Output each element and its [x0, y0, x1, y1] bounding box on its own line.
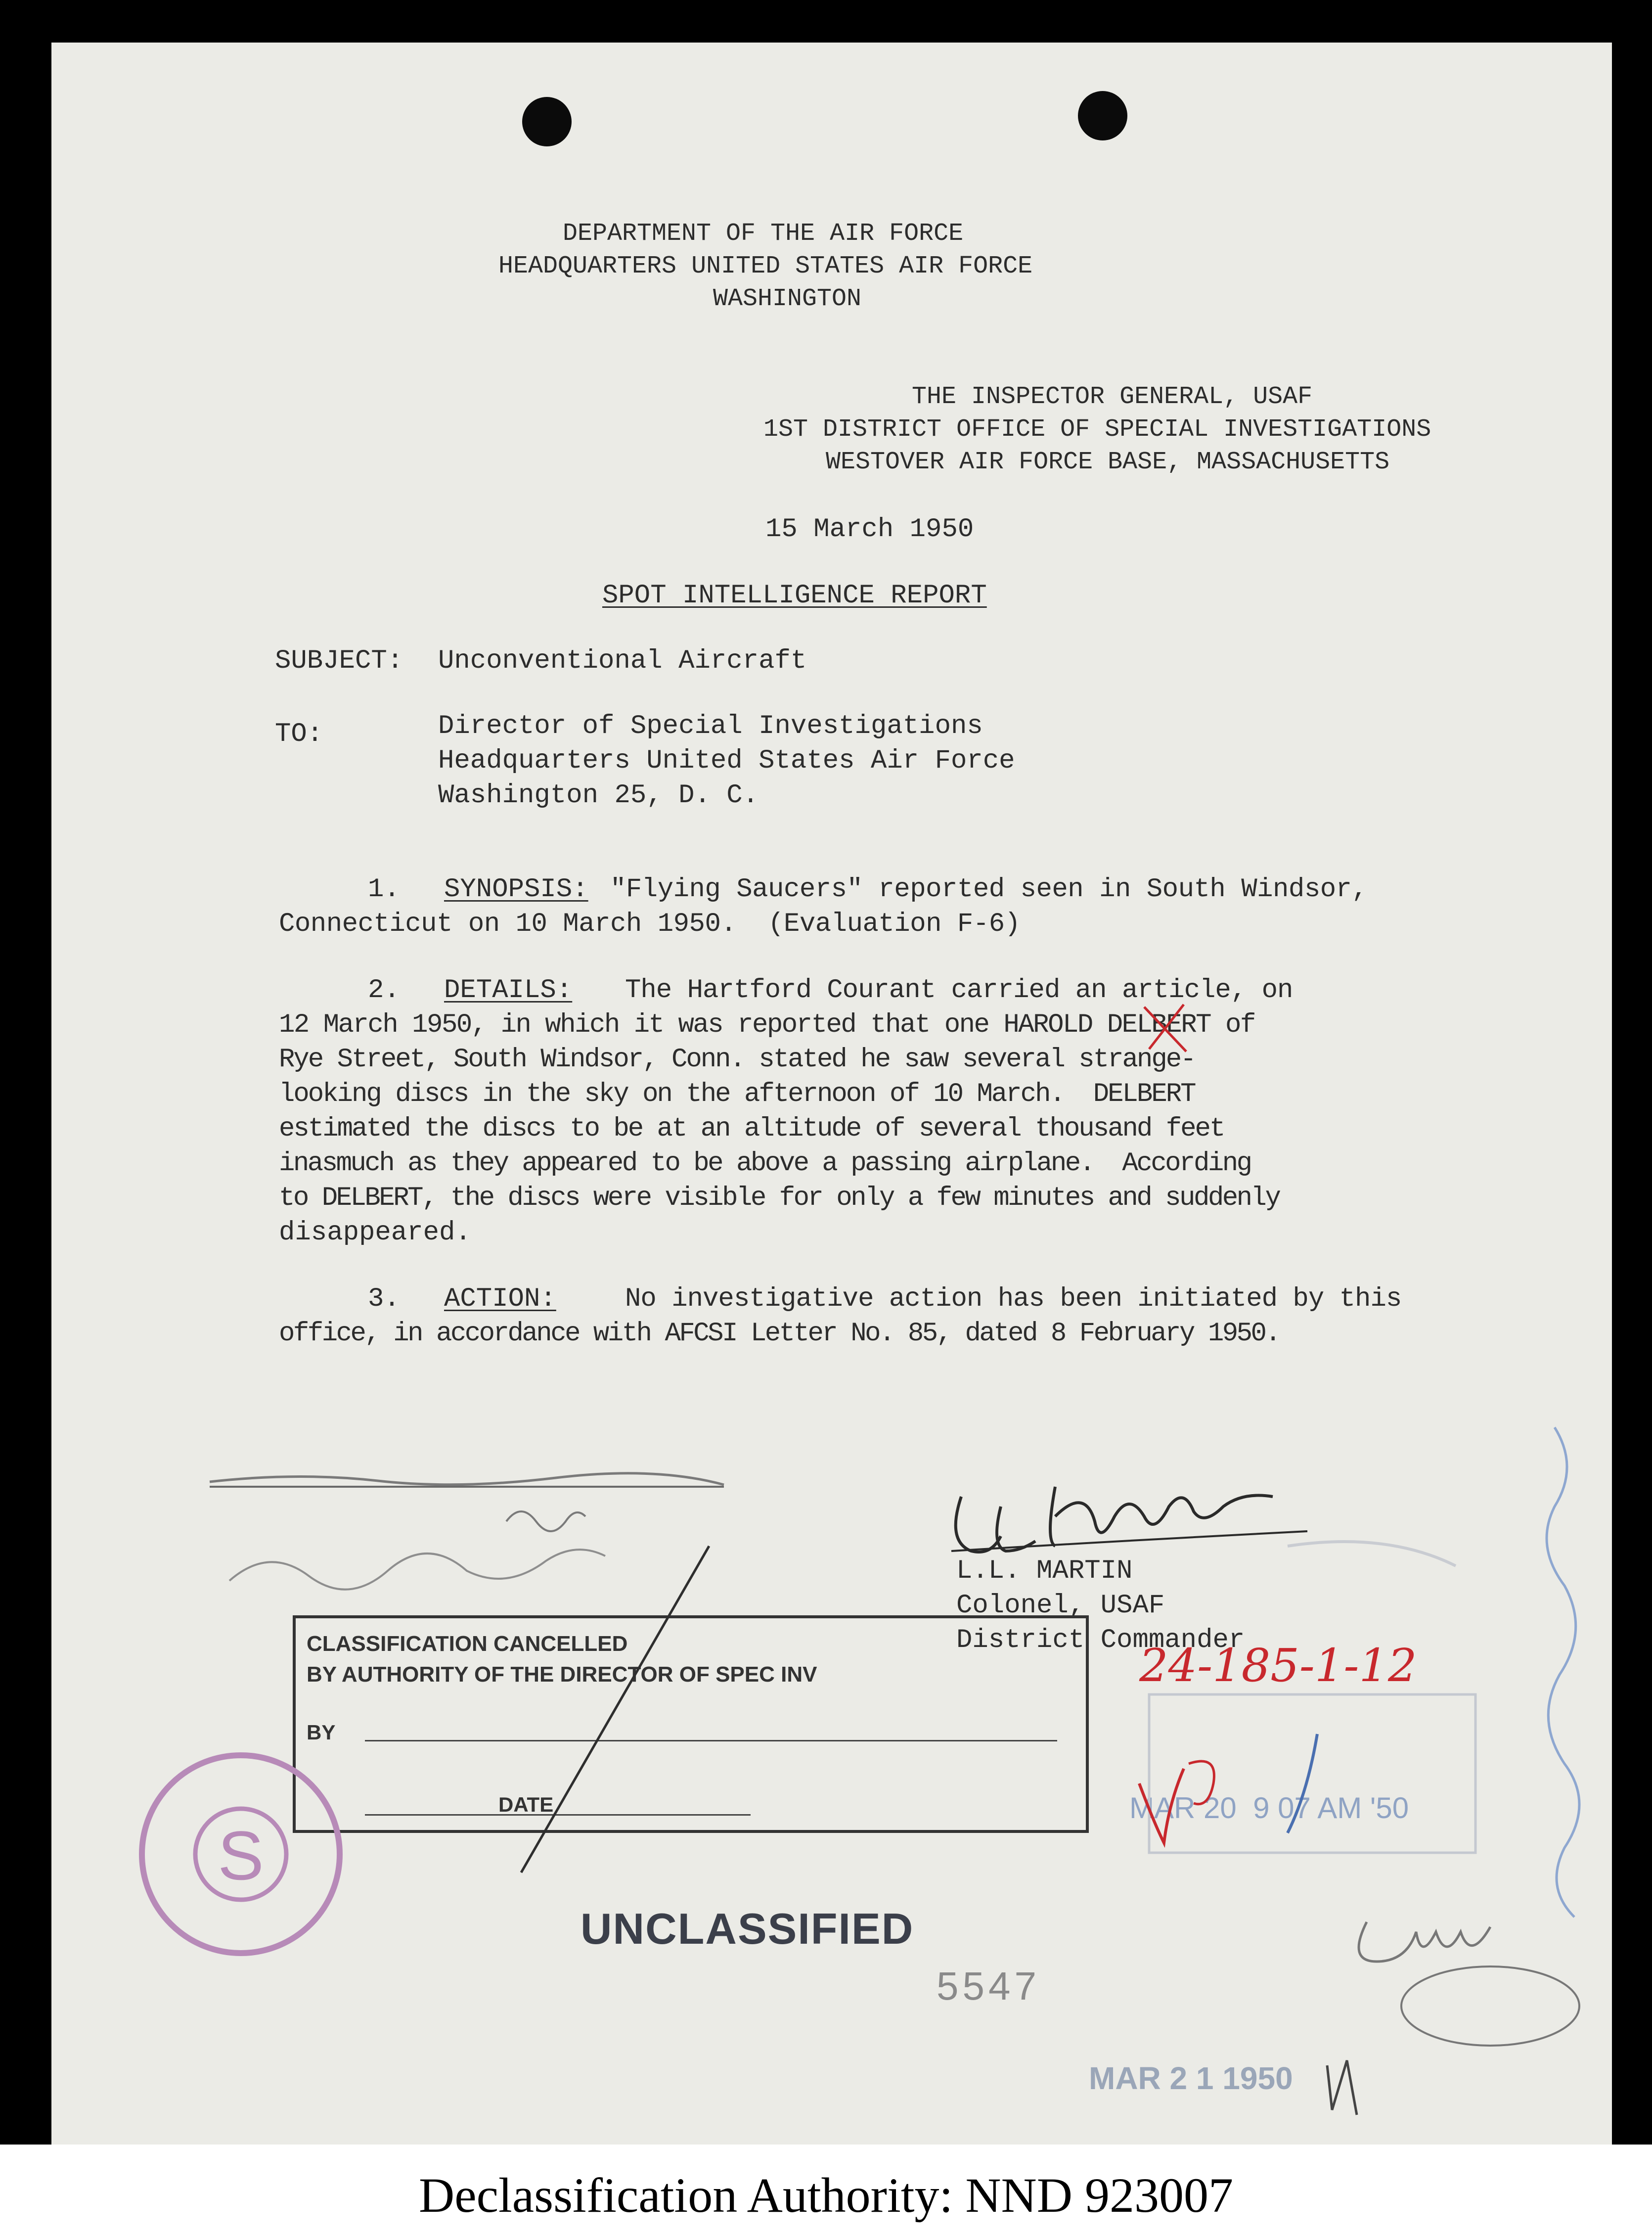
file-number: 24-185-1-12 — [1139, 1639, 1417, 1692]
to-line-3: Washington 25, D. C. — [438, 780, 759, 811]
p3-line-2: office, in accordance with AFCSI Letter No. 85, dated 8 February 1950. — [279, 1319, 1280, 1349]
footer-banner — [0, 2145, 1652, 2238]
time-received-stamp: MAR 20 9 07 AM '50 — [1129, 1791, 1409, 1825]
received-initials — [1317, 2051, 1377, 2120]
to-line-2: Headquarters United States Air Force — [438, 746, 1015, 776]
reviewer-initials — [1347, 1902, 1594, 2060]
signature-title: District Commander — [956, 1625, 1245, 1655]
initials-marks — [1129, 1724, 1347, 1873]
header-line-1: DEPARTMENT OF THE AIR FORCE — [563, 220, 964, 248]
p2-line-8: disappeared. — [279, 1218, 471, 1248]
classification-by-label: BY — [307, 1721, 336, 1744]
received-date-stamp: MAR 2 1 1950 — [1089, 2060, 1293, 2096]
classification-date-label: DATE — [498, 1793, 554, 1816]
red-check-mark — [1139, 997, 1194, 1056]
classification-line-2: BY AUTHORITY OF THE DIRECTOR OF SPEC INV — [307, 1662, 817, 1687]
p1-line-2: Connecticut on 10 March 1950. (Evaluation F-6) — [279, 909, 1021, 939]
subject-label: SUBJECT: — [275, 646, 403, 676]
report-date: 15 March 1950 — [765, 514, 974, 545]
p1-heading: SYNOPSIS: — [444, 874, 588, 905]
punch-hole-right — [1078, 91, 1127, 140]
header-line-2: HEADQUARTERS UNITED STATES AIR FORCE — [498, 252, 1033, 280]
to-line-1: Director of Special Investigations — [438, 711, 983, 741]
p2-line-2: 12 March 1950, in which it was reported that one HAROLD DELBERT of — [279, 1010, 1255, 1040]
signature-name: L.L. MARTIN — [956, 1556, 1133, 1586]
unclassified-stamp: UNCLASSIFIED — [580, 1904, 914, 1953]
p1-number: 1. — [368, 874, 400, 905]
classification-line-1: CLASSIFICATION CANCELLED — [307, 1632, 628, 1656]
p2-line-6: inasmuch as they appeared to be above a passing airplane. According — [279, 1148, 1251, 1179]
header-line-3: WASHINGTON — [713, 285, 862, 313]
p3-line-1: No investigative action has been initiated by this — [625, 1284, 1402, 1314]
p2-line-3: Rye Street, South Windsor, Conn. stated he saw several strange- — [279, 1045, 1195, 1075]
p2-line-1: The Hartford Courant carried an article, on — [625, 975, 1293, 1005]
punch-hole-left — [522, 97, 572, 146]
report-title: SPOT INTELLIGENCE REPORT — [602, 581, 987, 611]
p1-line-1: "Flying Saucers" reported seen in South Windsor, — [610, 874, 1368, 905]
p2-number: 2. — [368, 975, 400, 1005]
p2-line-5: estimated the discs to be at an altitude of several thousand feet — [279, 1114, 1224, 1144]
signature-rank: Colonel, USAF — [956, 1591, 1165, 1621]
p2-line-7: to DELBERT, the discs were visible for only a few minutes and suddenly — [279, 1183, 1280, 1213]
p2-heading: DETAILS: — [444, 975, 573, 1005]
declassification-authority-text: Declassification Authority: NND 923007 — [419, 2168, 1233, 2223]
to-label: TO: — [275, 719, 323, 749]
s-stamp-letter: S — [218, 1817, 264, 1894]
p3-heading: ACTION: — [444, 1284, 556, 1314]
office-line-1: THE INSPECTOR GENERAL, USAF — [912, 383, 1313, 411]
box-slash-mark — [511, 1536, 719, 1882]
p3-number: 3. — [368, 1284, 400, 1314]
office-line-3: WESTOVER AIR FORCE BASE, MASSACHUSETTS — [826, 448, 1390, 476]
p2-line-4: looking discs in the sky on the afternoon of 10 March. DELBERT — [279, 1079, 1195, 1109]
document-page — [51, 43, 1612, 2145]
document-number-stamp: 5547 — [937, 1964, 1040, 2008]
subject-value: Unconventional Aircraft — [438, 646, 807, 676]
office-line-2: 1ST DISTRICT OFFICE OF SPECIAL INVESTIGATIONS — [763, 415, 1431, 444]
